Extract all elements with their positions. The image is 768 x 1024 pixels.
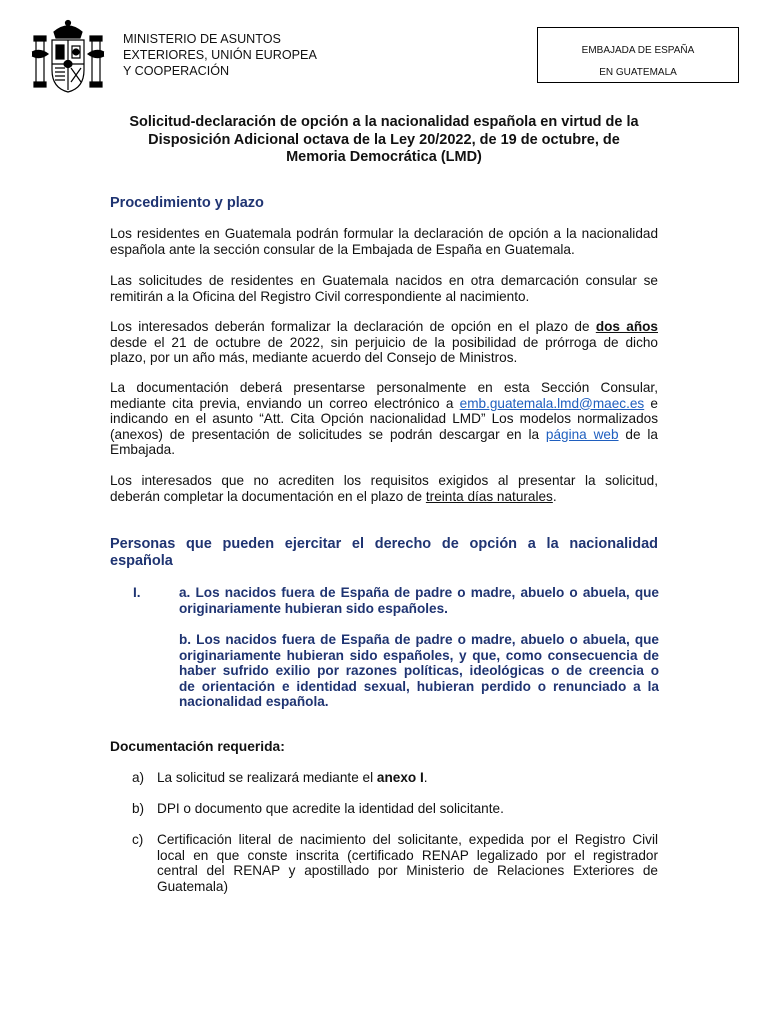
text-line: Certificación literal de nacimiento del solicitante, expedida por el Registro Civil [157, 832, 658, 847]
heading-line: Personas que pueden ejercitar el derecho de opción a la nacionalidad [110, 536, 658, 552]
item-line: haber sufrido exilio por razones políticas, ideológicas o de creencia o [179, 663, 659, 679]
text-line [110, 319, 658, 335]
embassy-line: EMBAJADA DE ESPAÑA [581, 45, 695, 56]
item-line: de orientación e identidad sexual, hubieran perdido o renunciado a la [179, 678, 659, 694]
ministry-line: EXTERIORES, UNIÓN EUROPEA [123, 48, 317, 62]
email-link[interactable]: emb.guatemala.lmd@maec.es [459, 395, 645, 411]
text-line [110, 396, 658, 412]
document-title [110, 114, 658, 167]
paragraph [110, 319, 658, 366]
text-line: remitirán a la Oficina del Registro Civil correspondiente al nacimiento. [110, 288, 530, 304]
paragraph [110, 473, 658, 504]
section-heading-procedure: Procedimiento y plazo [110, 195, 264, 211]
eligible-item-a [179, 585, 659, 616]
embassy-box [537, 27, 739, 83]
text-line: plazo, por un año más, mediante acuerdo del Consejo de Ministros. [110, 350, 518, 366]
list-label: b) [132, 801, 145, 816]
text-line: La documentación deberá presentarse personalmente en esta Sección Consular, [110, 380, 658, 395]
title-line: Solicitud-declaración de opción a la nacionalidad española en virtud de la [129, 114, 639, 130]
text-span: . [552, 488, 557, 504]
ministry-line: MINISTERIO DE ASUNTOS [123, 32, 281, 46]
text-line [110, 427, 658, 443]
item-line: nacionalidad española. [179, 694, 329, 710]
text-line [110, 489, 658, 505]
roman-numeral: I. [133, 585, 141, 600]
annex-reference: anexo I [376, 770, 424, 785]
eligible-item-b [179, 632, 659, 710]
text-span: deberán completar la documentación en el plazo de [110, 488, 426, 504]
embassy-line: EN GUATEMALA [599, 67, 677, 78]
paragraph [110, 380, 658, 458]
list-label: a) [132, 770, 145, 785]
text-line: Embajada. [110, 442, 175, 458]
text-line: Guatemala) [157, 878, 229, 894]
docs-item-a [157, 770, 428, 785]
text-span: e [644, 395, 658, 411]
text-span: mediante cita previa, enviando un correo electrónico a [110, 395, 460, 411]
bold-deadline: dos años [595, 319, 658, 334]
ministry-name [123, 31, 317, 79]
title-line: Memoria Democrática (LMD) [286, 149, 482, 165]
text-line: española ante la sección consular de la Embajada de España en Guatemala. [110, 241, 575, 257]
item-line: b. Los nacidos fuera de España de padre o madre, abuelo o abuela, que [179, 632, 659, 647]
paragraph [110, 273, 658, 304]
underlined-deadline: treinta días naturales [425, 488, 553, 504]
item-line: a. Los nacidos fuera de España de padre o madre, abuelo o abuela, que [179, 585, 659, 600]
text-line: Los interesados que no acrediten los requisitos exigidos al presentar la solicitud, [110, 473, 658, 488]
text-span: Los interesados deberán formalizar la declaración de opción en el plazo de [110, 319, 596, 334]
item-line: originariamente hubieran sido españoles, y que, como consecuencia de [179, 647, 659, 663]
paragraph [110, 226, 658, 257]
docs-item-c [157, 832, 658, 894]
ministry-line: Y COOPERACIÓN [123, 64, 230, 78]
text-line: central del RENAP y apostillado por Ministerio de Relaciones Exteriores de [157, 863, 658, 879]
text-span: (anexos) de presentación de solicitudes se podrán descargar en la [110, 426, 546, 442]
heading-line: española [110, 553, 173, 569]
text-line: local en que conste inscrita (certificado RENAP legalizado por el registrador [157, 847, 658, 863]
text-span: La solicitud se realizará mediante el [157, 770, 377, 785]
list-label: c) [132, 832, 144, 847]
required-docs-heading: Documentación requerida: [110, 739, 285, 754]
section-heading-eligible-persons [110, 536, 658, 570]
web-page-link[interactable]: página web [545, 426, 619, 442]
title-line: Disposición Adicional octava de la Ley 20/2022, de 19 de octubre, de [148, 131, 620, 148]
docs-item-b: DPI o documento que acredite la identidad del solicitante. [157, 801, 504, 816]
text-line: indicando en el asunto “Att. Cita Opción nacionalidad LMD” Los modelos normalizados [110, 411, 658, 427]
item-line: originariamente hubieran sido españoles. [179, 600, 448, 616]
text-span: de la [618, 426, 658, 442]
text-span: . [423, 770, 428, 785]
text-line: Las solicitudes de residentes en Guatemala nacidos en otra demarcación consular se [110, 273, 658, 288]
text-line: desde el 21 de octubre de 2022, sin perjuicio de la posibilidad de prórroga de dicho [110, 334, 658, 350]
coat-of-arms-logo [30, 18, 106, 96]
text-line: Los residentes en Guatemala podrán formular la declaración de opción a la nacionalidad [110, 226, 658, 241]
